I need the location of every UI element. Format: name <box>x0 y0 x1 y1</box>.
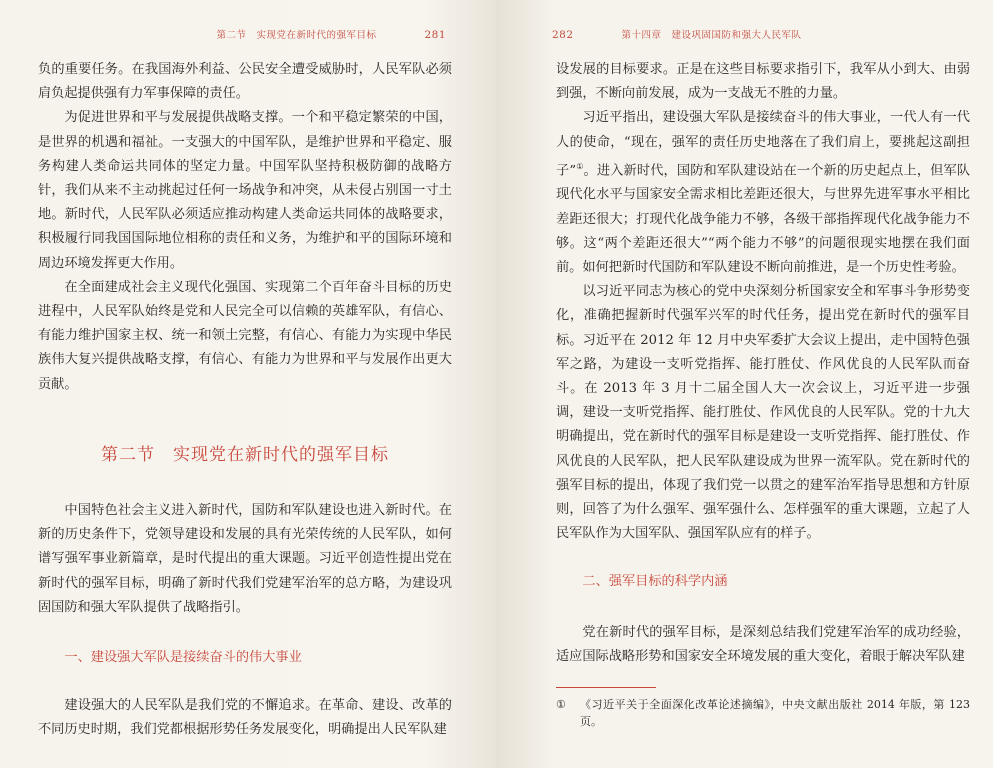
right-running-header <box>552 27 802 41</box>
right-paragraph-4: 党在新时代的强军目标，是深刻总结我们党建军治军的成功经验，适应国际战略形势和国家安全环境发展的重大变化，着眼于解决军队建 <box>556 624 970 664</box>
left-page-number: 281 <box>424 29 446 41</box>
left-subsection-paragraph: 建设强大的人民军队是我们党的不懈追求。在革命、建设、改革的不同历史时期，我们党都根据形势任务发展变化，明确提出人民军队建 <box>38 698 452 738</box>
right-body-text <box>556 58 970 730</box>
left-paragraph-3: 在全面建成社会主义现代化强国、实现第二个百年奋斗目标的历史进程中，人民军队始终是党和人民完全可以信赖的英雄军队，有信心、有能力维护国家主权、统一和领土完整，有信心、有能力为实现中华民族伟大复兴提供战略支撑，有信心、有能力为世界和平与发展作出更大贡献。 <box>38 279 452 392</box>
right-paragraph-3: 以习近平同志为核心的党中央深刻分析国家安全和军事斗争形势变化，准确把握新时代强军兴军的时代任务，提出党在新时代的强军目标。习近平在 2012 年 12 月中央军委扩大会议上提出，走中国特色强军之路，为建设一支听党指挥、能打胜仗、作风优良的人民军队而奋斗。在 2013 年 3 月十二届全国人大一次会议上，习近平进一步强调，建设一支听党指挥、能打胜仗、作风优良的人民军队。党的十九大明确提出，党在新时代的强军目标是建设一支听党指挥、能打胜仗、作风优良的人民军队，把人民军队建设成为世界一流军队。党在新时代的强军目标的提出，体现了我们党一以贯之的建军治军指导思想和方针原则，回答了为什么强军、强军强什么、怎样强军的重大课题，立起了人民军队作为大国军队、强国军队应有的样子。 <box>556 284 970 542</box>
section-title: 第二节 实现党在新时代的强军目标 <box>101 444 389 465</box>
right-paragraph-2 <box>556 106 970 280</box>
right-page-number: 282 <box>552 29 574 41</box>
left-paragraph-1: 负的重要任务。在我国海外利益、公民安全遭受威胁时，人民军队必须肩负起提供强有力军事保障的责任。 <box>38 62 452 102</box>
right-paragraph-1: 设发展的目标要求。正是在这些目标要求指引下，我军从小到大、由弱到强，不断向前发展，成为一支战无不胜的力量。 <box>556 62 970 102</box>
footnote-text: 《习近平关于全面深化改革论述摘编》，中央文献出版社 2014 年版，第 123 页。 <box>580 698 970 729</box>
footnote <box>556 696 970 730</box>
right-page <box>496 0 993 768</box>
section-intro-paragraph: 中国特色社会主义进入新时代，国防和军队建设也进入新时代。在新的历史条件下，党领导建设和发展的具有光荣传统的人民军队，如何谱写强军事业新篇章，是时代提出的重大课题。习近平创造性提出党在新时代的强军目标，明确了新时代我们党建军治军的总方略，为建设巩固国防和强大军队提供了战略指引。 <box>38 503 452 615</box>
left-paragraph-2: 为促进世界和平与发展提供战略支撑。一个和平稳定繁荣的中国，是世界的机遇和福祉。一支强大的中国军队，是维护世界和平稳定、服务构建人类命运共同体的坚定力量。中国军队坚持积极防御的战略方针，我们从来不主动挑起过任何一场战争和冲突，从未侵占别国一寸土地。新时代，人民军队必须适应推动构建人类命运共同体的战略要求，积极履行同我国国际地位相称的责任和义务，为维护和平的国际环境和周边环境发挥更大作用。 <box>38 110 452 271</box>
right-subheading: 二、强军目标的科学内涵 <box>582 574 728 590</box>
right-paragraph-2-end: 。进入新时代，国防和军队建设站在一个新的历史起点上，但军队现代化水平与国家安全需求相比差距还很大，与世界先进军事水平相比差距还很大；打现代化战争能力不够，各级干部指挥现代化战争能力不够。这“两个差距还很大”“两个能力不够”的问题很现实地摆在我们面前。如何把新时代国防和军队建设不断向前推进，是一个历史性考验。 <box>556 163 971 276</box>
left-header-section: 第二节 实现党在新时代的强军目标 <box>216 30 377 41</box>
left-body-text <box>38 58 452 743</box>
left-subheading: 一、建设强大军队是接续奋斗的伟大事业 <box>64 650 302 666</box>
left-running-header <box>216 27 446 41</box>
footnote-reference[interactable]: ① <box>576 161 584 171</box>
footnote-mark: ① <box>556 698 566 712</box>
right-header-chapter: 第十四章 建设巩固国防和强大人民军队 <box>621 30 802 41</box>
right-paragraph-2-start: 习近平指出，建设强大军队是接续奋斗的伟大事业，一代人有一代人的使命，“现在，强军的责任历史地落在了我们肩上，要挑起这副担子” <box>556 110 970 179</box>
footnote-divider <box>556 687 656 688</box>
left-page <box>0 0 496 768</box>
